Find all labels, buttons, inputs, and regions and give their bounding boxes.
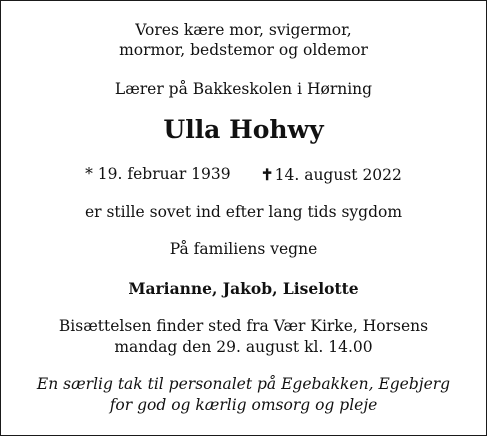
opening-line-1: Vores kære mor, svigermor,	[135, 21, 352, 39]
cross-icon: ✝	[260, 165, 274, 184]
passing-line: er stille sovet ind efter lang tids sygdom	[84, 203, 403, 221]
opening-line-2: mormor, bedstemor og oldemor	[119, 41, 368, 59]
funeral-line-1: Bisættelsen finder sted fra Vær Kirke, Horsens	[58, 317, 429, 335]
family-names: Marianne, Jakob, Liselotte	[128, 279, 359, 298]
funeral-line-2: mandag den 29. august kl. 14.00	[114, 338, 373, 356]
death-date-group	[261, 165, 402, 185]
death-date: 14. august 2022	[274, 166, 402, 184]
thanks-line-1: En særlig tak til personalet på Egebakken, Egebjerg	[36, 375, 451, 393]
deceased-name: Ulla Hohwy	[163, 115, 324, 144]
thanks-line-2: for god og kærlig omsorg og pleje	[109, 396, 378, 414]
life-dates	[1, 165, 486, 185]
on-behalf-line: På familiens vegne	[169, 240, 318, 258]
occupation-line: Lærer på Bakkeskolen i Hørning	[114, 80, 373, 98]
birth-date: * 19. februar 1939	[85, 165, 231, 183]
